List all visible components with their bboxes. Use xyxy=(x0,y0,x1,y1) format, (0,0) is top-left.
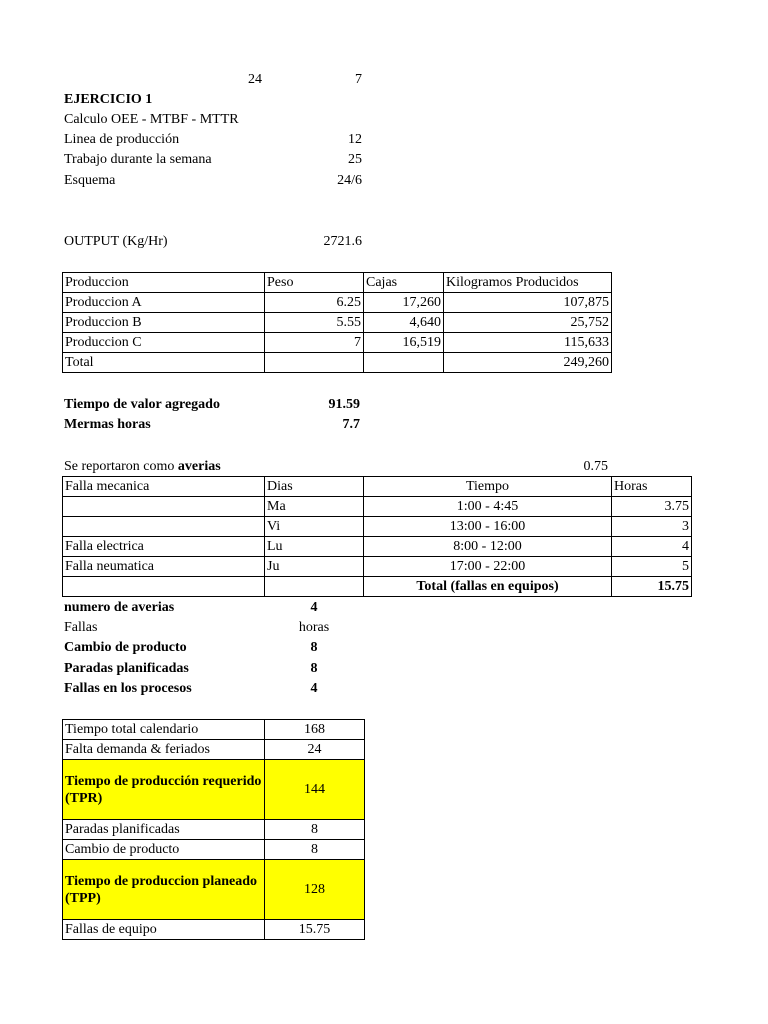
summary-label-fallas: Fallas xyxy=(64,620,98,635)
table-row-highlight xyxy=(63,860,365,920)
averias-value: 0.75 xyxy=(583,459,608,474)
header-dias: Dias xyxy=(265,477,364,497)
cell-label: Paradas planificadas xyxy=(63,820,265,840)
cell-falla: Falla neumatica xyxy=(63,557,265,577)
cell-horas: 5 xyxy=(612,557,692,577)
cell-label-tpp: Tiempo de produccion planeado (TPP) xyxy=(63,860,265,920)
empty-cell xyxy=(63,577,265,597)
cell-peso: 7 xyxy=(265,333,364,353)
cell-value: 15.75 xyxy=(265,920,365,940)
cell-tiempo: 13:00 - 16:00 xyxy=(364,517,612,537)
param-value-esquema: 24/6 xyxy=(337,173,362,188)
cell-tiempo: 8:00 - 12:00 xyxy=(364,537,612,557)
cell-horas: 3 xyxy=(612,517,692,537)
production-table xyxy=(62,272,612,373)
cell-horas: 3.75 xyxy=(612,497,692,517)
cell-tiempo: 17:00 - 22:00 xyxy=(364,557,612,577)
cell-dia: Ma xyxy=(265,497,364,517)
cell-value: 24 xyxy=(265,740,365,760)
summary-label-cambio: Cambio de producto xyxy=(64,640,187,655)
table-row xyxy=(63,497,692,517)
table-row xyxy=(63,517,692,537)
cell-cajas: 4,640 xyxy=(364,313,444,333)
cell-falla xyxy=(63,497,265,517)
mermas-value: 7.7 xyxy=(342,417,360,432)
cell-label: Fallas de equipo xyxy=(63,920,265,940)
header-peso: Peso xyxy=(265,273,364,293)
param-label-trabajo: Trabajo durante la semana xyxy=(64,152,212,167)
header-produccion: Produccion xyxy=(63,273,265,293)
cell-name: Produccion B xyxy=(63,313,265,333)
summary-label-averias: numero de averias xyxy=(64,600,175,615)
cell-dia: Vi xyxy=(265,517,364,537)
cell-cajas: 16,519 xyxy=(364,333,444,353)
cell-label: Tiempo total calendario xyxy=(63,720,265,740)
empty-cell xyxy=(265,577,364,597)
cell-dia: Ju xyxy=(265,557,364,577)
valor-agregado-label: Tiempo de valor agregado xyxy=(64,397,220,412)
table-total-row xyxy=(63,353,612,373)
table-row xyxy=(63,557,692,577)
summary-value-fallas: horas xyxy=(298,620,330,635)
header-cajas: Cajas xyxy=(364,273,444,293)
param-value-linea: 12 xyxy=(348,132,362,147)
cell-name: Produccion A xyxy=(63,293,265,313)
param-label-esquema: Esquema xyxy=(64,173,116,188)
table-row xyxy=(63,820,365,840)
cell-peso: 5.55 xyxy=(265,313,364,333)
fallas-total-value: 15.75 xyxy=(612,577,692,597)
table-row xyxy=(63,840,365,860)
averias-prefix: Se reportaron como xyxy=(64,459,178,474)
cell-value-tpp: 128 xyxy=(265,860,365,920)
header-tiempo: Tiempo xyxy=(364,477,612,497)
averias-bold: averias xyxy=(177,459,221,474)
top-value-1: 24 xyxy=(248,72,262,87)
empty-cell xyxy=(265,353,364,373)
table-row xyxy=(63,537,692,557)
top-value-2: 7 xyxy=(355,72,362,87)
cell-cajas: 17,260 xyxy=(364,293,444,313)
cell-falla xyxy=(63,517,265,537)
table-row xyxy=(63,920,365,940)
mermas-label: Mermas horas xyxy=(64,417,151,432)
times-table xyxy=(62,719,365,940)
total-value: 249,260 xyxy=(444,353,612,373)
header-kilogramos: Kilogramos Producidos xyxy=(444,273,612,293)
summary-label-procesos: Fallas en los procesos xyxy=(64,681,192,696)
fallas-total-label: Total (fallas en equipos) xyxy=(364,577,612,597)
header-horas: Horas xyxy=(612,477,692,497)
cell-label: Cambio de producto xyxy=(63,840,265,860)
total-label: Total xyxy=(63,353,265,373)
cell-name: Produccion C xyxy=(63,333,265,353)
cell-value: 8 xyxy=(265,820,365,840)
table-header-row xyxy=(63,477,692,497)
table-header-row xyxy=(63,273,612,293)
output-label: OUTPUT (Kg/Hr) xyxy=(64,234,168,249)
fallas-table xyxy=(62,476,692,597)
table-row xyxy=(63,313,612,333)
summary-label-paradas: Paradas planificadas xyxy=(64,661,189,676)
summary-value-cambio: 8 xyxy=(310,640,318,655)
output-value: 2721.6 xyxy=(323,234,362,249)
valor-agregado-value: 91.59 xyxy=(328,397,360,412)
cell-peso: 6.25 xyxy=(265,293,364,313)
exercise-subtitle: Calculo OEE - MTBF - MTTR xyxy=(64,112,239,127)
table-row xyxy=(63,720,365,740)
cell-value: 8 xyxy=(265,840,365,860)
cell-kilogramos: 25,752 xyxy=(444,313,612,333)
table-row xyxy=(63,333,612,353)
cell-value: 168 xyxy=(265,720,365,740)
cell-value-tpr: 144 xyxy=(265,760,365,820)
cell-horas: 4 xyxy=(612,537,692,557)
cell-label: Falta demanda & feriados xyxy=(63,740,265,760)
param-label-linea: Linea de producción xyxy=(64,132,180,147)
param-value-trabajo: 25 xyxy=(348,152,362,167)
table-row xyxy=(63,293,612,313)
cell-kilogramos: 107,875 xyxy=(444,293,612,313)
averias-intro xyxy=(64,457,221,477)
summary-value-paradas: 8 xyxy=(310,661,318,676)
cell-dia: Lu xyxy=(265,537,364,557)
exercise-title: EJERCICIO 1 xyxy=(64,92,153,107)
empty-cell xyxy=(364,353,444,373)
table-row xyxy=(63,740,365,760)
summary-value-averias: 4 xyxy=(310,600,318,615)
cell-tiempo: 1:00 - 4:45 xyxy=(364,497,612,517)
header-falla: Falla mecanica xyxy=(63,477,265,497)
cell-label-tpr: Tiempo de producción requerido (TPR) xyxy=(63,760,265,820)
cell-falla: Falla electrica xyxy=(63,537,265,557)
table-row-highlight xyxy=(63,760,365,820)
cell-kilogramos: 115,633 xyxy=(444,333,612,353)
summary-value-procesos: 4 xyxy=(310,681,318,696)
table-total-row xyxy=(63,577,692,597)
